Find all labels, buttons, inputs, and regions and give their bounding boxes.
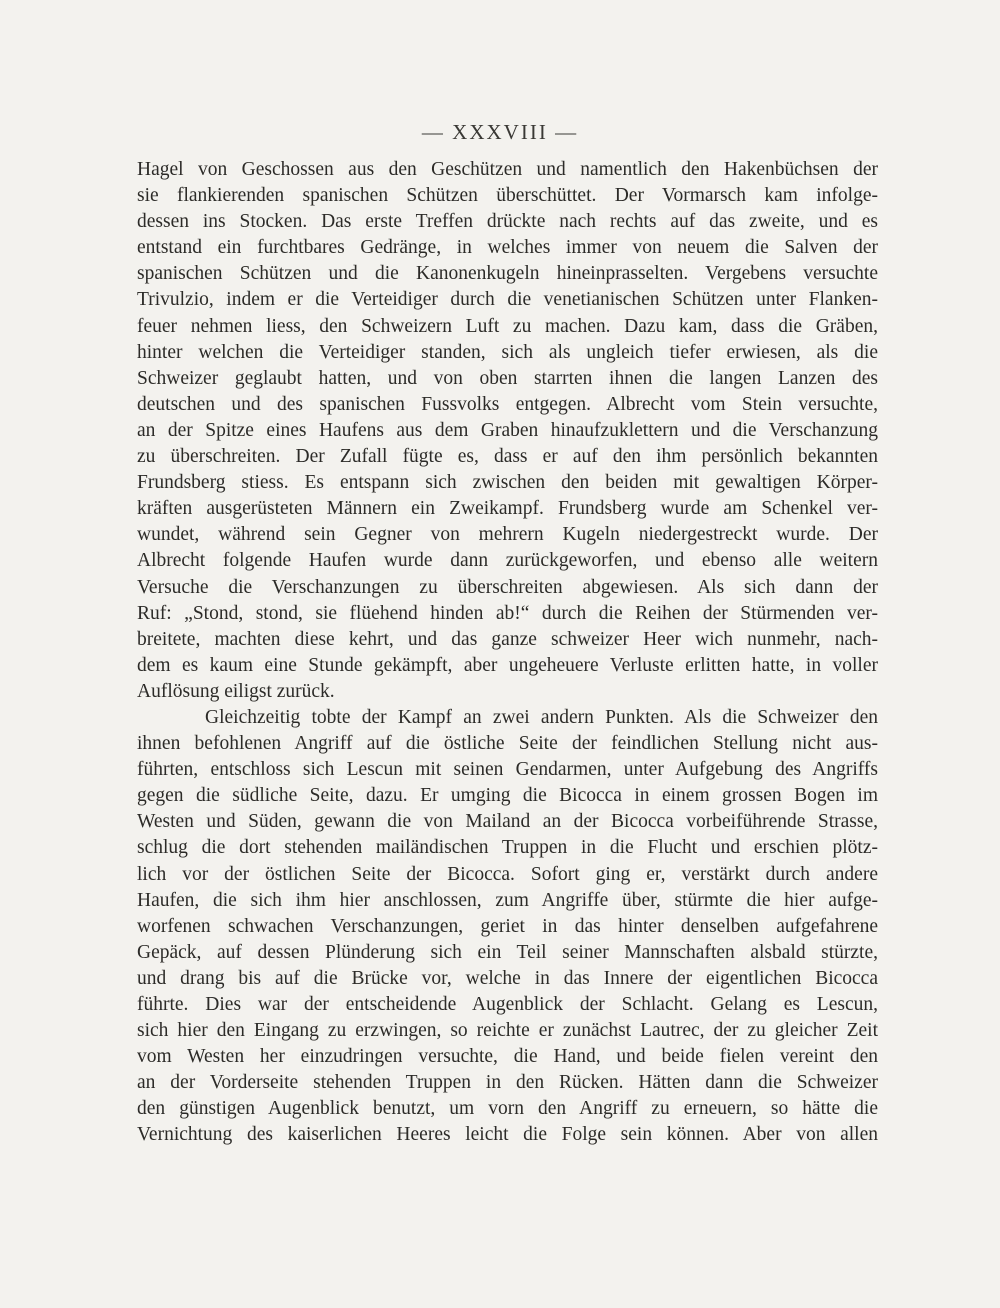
text-line: spanischen Schützen und die Kanonenkugeln hineinprasselten. Vergebens versuchte [137, 263, 878, 285]
text-line: Frundsberg stiess. Es entspann sich zwischen den beiden mit gewaltigen Körper- [137, 472, 878, 494]
text-line: ihnen befohlenen Angriff auf die östliche Seite der feindlichen Stellung nicht aus- [137, 733, 878, 755]
text-line: deutschen und des spanischen Fussvolks entgegen. Albrecht vom Stein versuchte, [137, 393, 878, 415]
text-line: kräften ausgerüsteten Männern ein Zweikampf. Frundsberg wurde am Schenkel ver- [137, 498, 878, 520]
text-line: an der Vorderseite stehenden Truppen in den Rücken. Hätten dann die Schweizer [137, 1072, 878, 1094]
text-line: hinter welchen die Verteidiger standen, sich als ungleich tiefer erwiesen, als die [137, 341, 878, 363]
text-line: sie flankierenden spanischen Schützen überschüttet. Der Vormarsch kam infolge- [137, 185, 878, 207]
text-line: Albrecht folgende Haufen wurde dann zurückgeworfen, und ebenso alle weitern [137, 550, 878, 572]
text-line: Auflösung eiligst zurück. [137, 680, 335, 702]
text-line: Vernichtung des kaiserlichen Heeres leicht die Folge sein können. Aber von allen [137, 1124, 878, 1146]
text-line: vom Westen her einzudringen versuchte, die Hand, und beide fielen vereint den [137, 1046, 878, 1068]
text-line: wundet, während sein Gegner von mehrern Kugeln niedergestreckt wurde. Der [137, 524, 878, 546]
text-line: Trivulzio, indem er die Verteidiger durch die venetianischen Schützen unter Flanken- [137, 289, 878, 311]
text-line: Hagel von Geschossen aus den Geschützen und namentlich den Hakenbüchsen der [137, 159, 878, 180]
text-line: dessen ins Stocken. Das erste Treffen drückte nach rechts auf das zweite, und es [137, 211, 878, 233]
text-line: lich vor der östlichen Seite der Bicocca. Sofort ging er, verstärkt durch andere [137, 863, 878, 885]
text-line: sich hier den Eingang zu erzwingen, so reichte er zunächst Lautrec, der zu gleicher Zeit [137, 1020, 878, 1042]
text-line: Westen und Süden, gewann die von Mailand an der Bicocca vorbeiführende Strasse, [137, 811, 878, 833]
text-line: feuer nehmen liess, den Schweizern Luft zu machen. Dazu kam, dass die Gräben, [137, 315, 878, 337]
text-line: Haufen, die sich ihm hier anschlossen, zum Angriffe über, stürmte die hier aufge- [137, 889, 878, 911]
body-text [137, 157, 878, 1149]
text-line: Versuche die Verschanzungen zu überschreiten abgewiesen. Als sich dann der [137, 576, 878, 598]
text-line: den günstigen Augenblick benutzt, um vorn den Angriff zu erneuern, so hätte die [137, 1098, 878, 1120]
text-line: entstand ein furchtbares Gedränge, in welches immer von neuem die Salven der [137, 237, 878, 259]
text-line: zu überschreiten. Der Zufall fügte es, dass er auf den ihm persönlich bekannten [137, 446, 878, 468]
text-line: an der Spitze eines Haufens aus dem Graben hinaufzuklettern und die Verschanzung [137, 419, 878, 441]
text-line: führten, entschloss sich Lescun mit seinen Gendarmen, unter Aufgebung des Angriffs [137, 759, 878, 781]
page-number-header: — XXXVIII — [421, 120, 579, 144]
text-line: dem es kaum eine Stunde gekämpft, aber ungeheuere Verluste erlitten hatte, in voller [137, 654, 878, 676]
text-line: schlug die dort stehenden mailändischen Truppen in die Flucht und erschien plötz- [137, 837, 878, 859]
text-line: Schweizer geglaubt hatten, und von oben starrten ihnen die langen Lanzen des [137, 367, 878, 389]
text-line: breitete, machten diese kehrt, und das ganze schweizer Heer wich nunmehr, nach- [137, 628, 878, 650]
text-line: und drang bis auf die Brücke vor, welche in das Innere der eigentlichen Bicocca [137, 967, 878, 989]
text-line: Gepäck, auf dessen Plünderung sich ein Teil seiner Mannschaften alsbald stürzte, [137, 941, 878, 963]
text-line: Ruf: „Stond, stond, sie flüehend hinden ab!“ durch die Reihen der Stürmenden ver- [137, 602, 878, 624]
paragraph-start-line: Gleichzeitig tobte der Kampf an zwei andern Punkten. Als die Schweizer den [205, 706, 878, 728]
text-line: worfenen schwachen Verschanzungen, geriet in das hinter denselben aufgefahrene [137, 915, 878, 937]
text-line: führte. Dies war der entscheidende Augenblick der Schlacht. Gelang es Lescun, [137, 994, 878, 1015]
text-line: gegen die südliche Seite, dazu. Er umging die Bicocca in einem grossen Bogen im [137, 785, 878, 807]
